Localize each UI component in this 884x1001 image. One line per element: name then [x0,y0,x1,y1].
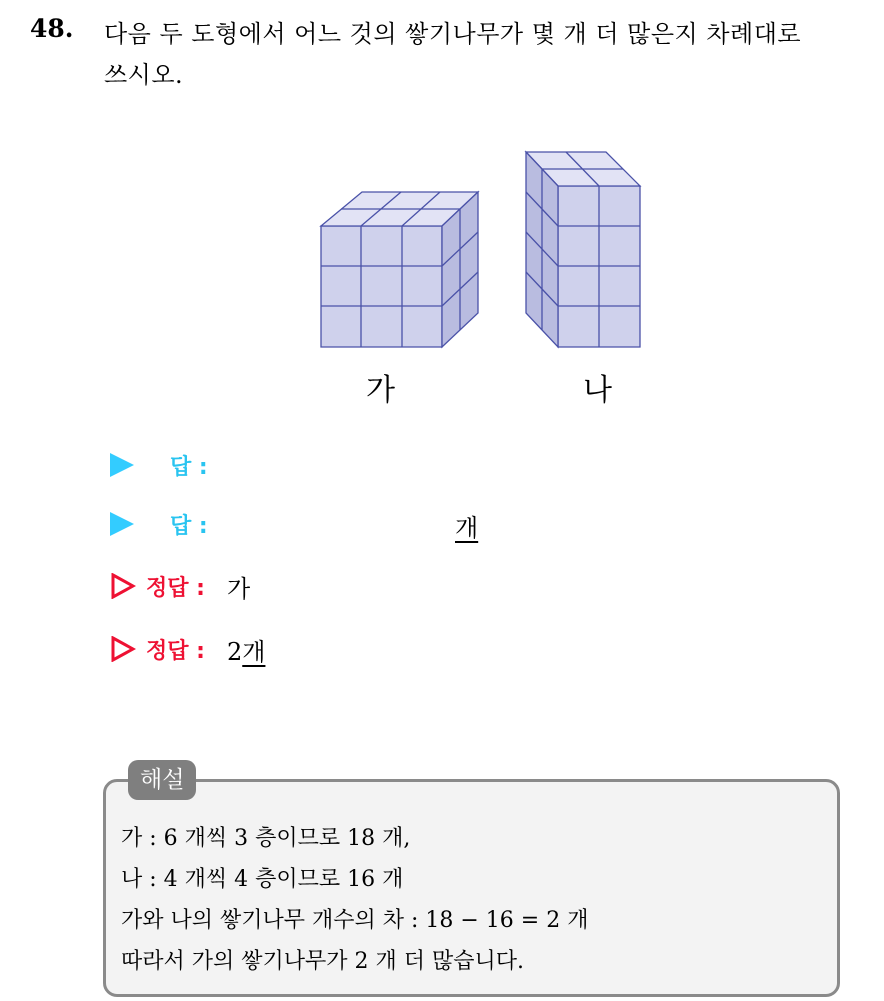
explanation-line: 가와 나의 쌓기나무 개수의 차 : 18 − 16 = 2 개 [121,908,589,933]
answer-label: 답 : [170,513,208,539]
correct-row-2 [110,631,265,667]
cube-stacks-drawing [300,140,660,355]
correct-label: 정답 : [146,575,205,601]
question-line-1: 다음 두 도형에서 어느 것의 쌓기나무가 몇 개 더 많은지 차례대로 [104,20,802,48]
explanation-line: 가 : 6 개씩 3 층이므로 18 개, [121,826,411,851]
explanation-title: 해설 [128,760,196,800]
question-text [104,14,874,96]
answer-unit: 개 [455,514,479,542]
answer-marker-icon [110,453,134,477]
figure-label-a: 가 [366,373,395,408]
correct-value [227,632,265,667]
question-line-2: 쓰시오. [104,61,184,89]
correct-unit: 개 [242,637,266,666]
correct-number: 2 [226,637,243,666]
explanation-line: 나 : 4 개씩 4 층이므로 16 개 [121,867,404,892]
correct-label: 정답 : [146,638,205,664]
correct-marker-icon [110,573,136,599]
figure-label-b: 나 [583,373,612,408]
answer-label: 답 : [170,454,208,480]
correct-value: 가 [226,574,251,603]
correct-marker-icon [110,636,136,662]
answer-marker-icon [110,512,134,536]
explanation-text [121,818,588,982]
correct-row-1 [110,568,250,604]
answer-row-2 [110,506,208,542]
stack-a-front-face [321,226,442,347]
question-number: 48. [30,14,74,43]
cube-figure [300,140,660,410]
answer-row-1 [110,447,208,483]
explanation-line: 따라서 가의 쌓기나무가 2 개 더 많습니다. [121,949,524,974]
